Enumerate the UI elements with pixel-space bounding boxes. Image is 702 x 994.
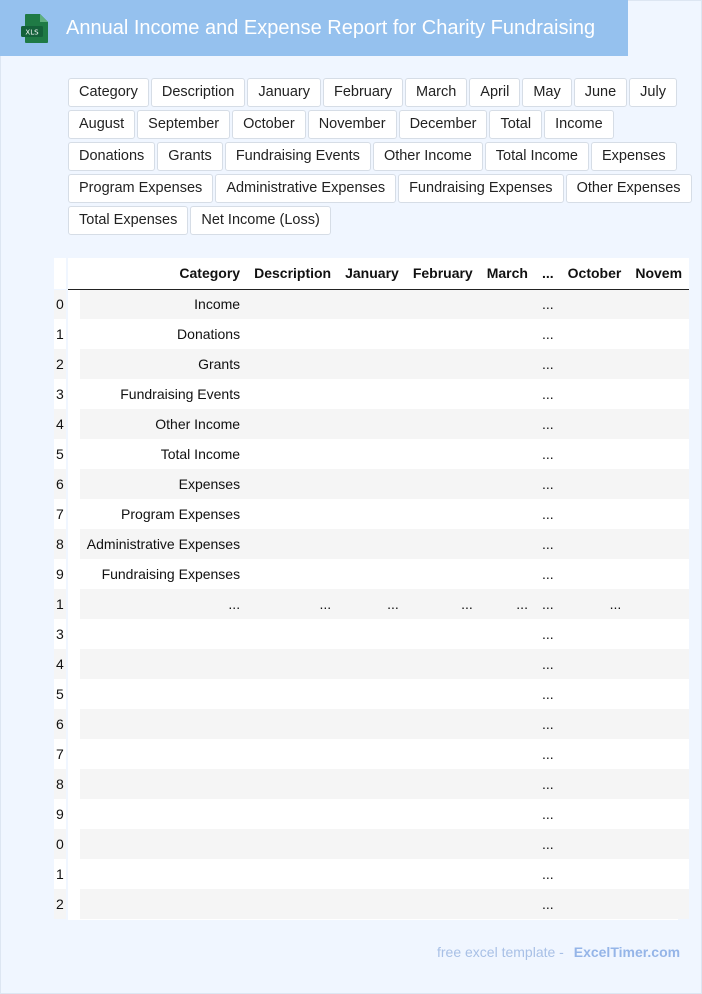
table-cell xyxy=(247,499,338,529)
table-cell xyxy=(80,619,247,649)
table-cell: ... xyxy=(535,469,561,499)
table-cell xyxy=(406,829,480,859)
table-cell xyxy=(561,469,629,499)
table-cell xyxy=(80,799,247,829)
table-cell xyxy=(247,769,338,799)
table-cell xyxy=(406,709,480,739)
table-cell xyxy=(406,649,480,679)
table-cell xyxy=(561,409,629,439)
column-tag: February xyxy=(323,78,403,107)
footer-credit xyxy=(437,944,680,960)
table-cell: Grants xyxy=(80,349,247,379)
table-cell: ... xyxy=(535,409,561,439)
table-cell xyxy=(628,739,689,769)
table-cell xyxy=(247,709,338,739)
table-cell xyxy=(406,349,480,379)
row-index-cell: 2 xyxy=(54,349,66,379)
column-header: October xyxy=(561,258,629,289)
table-cell xyxy=(561,439,629,469)
table-cell xyxy=(406,289,480,319)
table-cell xyxy=(406,559,480,589)
row-index-cell: 6 xyxy=(54,469,66,499)
table-cell xyxy=(406,619,480,649)
table-cell xyxy=(247,439,338,469)
row-index-cell: 3 xyxy=(54,619,66,649)
table-cell xyxy=(247,859,338,889)
table-cell xyxy=(628,769,689,799)
column-tag: Grants xyxy=(157,142,223,171)
table-row xyxy=(68,649,689,679)
table-cell xyxy=(406,529,480,559)
table-cell xyxy=(247,619,338,649)
table-row xyxy=(68,679,689,709)
column-tag: Total Expenses xyxy=(68,206,188,235)
table-cell: ... xyxy=(535,559,561,589)
table-cell xyxy=(561,649,629,679)
table-cell: Total Income xyxy=(80,439,247,469)
table-cell: ... xyxy=(80,589,247,619)
table-cell xyxy=(561,859,629,889)
table-cell xyxy=(338,619,406,649)
table-cell xyxy=(628,649,689,679)
column-header: Novem xyxy=(628,258,689,289)
table-cell xyxy=(80,709,247,739)
table-cell: Expenses xyxy=(80,469,247,499)
table-cell xyxy=(628,559,689,589)
table-cell xyxy=(406,859,480,889)
table-cell xyxy=(338,379,406,409)
column-tag: October xyxy=(232,110,306,139)
row-index-cell: 5 xyxy=(54,439,66,469)
table-cell xyxy=(480,799,535,829)
column-header: January xyxy=(338,258,406,289)
table-row xyxy=(68,409,689,439)
column-tag: March xyxy=(405,78,467,107)
table-cell xyxy=(628,829,689,859)
table-cell xyxy=(80,739,247,769)
table-cell: ... xyxy=(535,889,561,919)
row-index-cell: 9 xyxy=(54,559,66,589)
column-tag: Description xyxy=(151,78,246,107)
table-cell: ... xyxy=(535,379,561,409)
table-cell xyxy=(247,829,338,859)
table-cell: ... xyxy=(535,319,561,349)
table-cell: ... xyxy=(535,769,561,799)
column-tag: Fundraising Expenses xyxy=(398,174,563,203)
table-cell: ... xyxy=(338,589,406,619)
table-cell xyxy=(80,679,247,709)
table-row xyxy=(68,529,689,559)
table-cell: ... xyxy=(535,289,561,319)
table-cell xyxy=(628,529,689,559)
table-row xyxy=(68,829,689,859)
table-cell: Income xyxy=(80,289,247,319)
column-tag: January xyxy=(247,78,321,107)
row-index-cell: 6 xyxy=(54,709,66,739)
table-cell xyxy=(480,319,535,349)
column-header: ... xyxy=(535,258,561,289)
table-cell xyxy=(561,889,629,919)
column-tag: Other Expenses xyxy=(566,174,692,203)
table-cell: ... xyxy=(480,589,535,619)
column-tag: May xyxy=(522,78,571,107)
table-row xyxy=(68,469,689,499)
column-header: Description xyxy=(247,258,338,289)
table-cell xyxy=(80,649,247,679)
table-cell xyxy=(247,559,338,589)
page-title: Annual Income and Expense Report for Charity Fundraising xyxy=(66,17,596,39)
table-cell xyxy=(338,799,406,829)
title-bar xyxy=(0,0,628,56)
table-cell xyxy=(628,409,689,439)
row-index-cell: 1 xyxy=(54,589,66,619)
table-cell xyxy=(338,769,406,799)
table-row xyxy=(68,319,689,349)
table-cell xyxy=(338,439,406,469)
table-cell xyxy=(338,289,406,319)
table-cell xyxy=(247,379,338,409)
table-cell xyxy=(247,409,338,439)
table-cell xyxy=(480,769,535,799)
table-row xyxy=(68,739,689,769)
table-cell xyxy=(247,679,338,709)
row-index-cell: 3 xyxy=(54,379,66,409)
row-index-cell: 1 xyxy=(54,859,66,889)
table-cell xyxy=(247,889,338,919)
table-cell xyxy=(480,439,535,469)
table-cell xyxy=(480,709,535,739)
table-cell xyxy=(406,799,480,829)
column-tag: Program Expenses xyxy=(68,174,213,203)
table-cell xyxy=(628,589,689,619)
table-cell: ... xyxy=(535,589,561,619)
table-row xyxy=(68,289,689,319)
table-cell: ... xyxy=(535,529,561,559)
table-cell xyxy=(561,679,629,709)
table-cell xyxy=(628,469,689,499)
column-tag: Net Income (Loss) xyxy=(190,206,330,235)
table-cell: ... xyxy=(535,619,561,649)
table-row xyxy=(68,559,689,589)
table-cell xyxy=(247,469,338,499)
table-cell xyxy=(247,349,338,379)
column-tag: Other Income xyxy=(373,142,483,171)
table-cell xyxy=(561,619,629,649)
column-tag: Administrative Expenses xyxy=(215,174,396,203)
row-index-cell: 4 xyxy=(54,649,66,679)
table-row xyxy=(68,769,689,799)
row-index-cell: 8 xyxy=(54,529,66,559)
table-cell xyxy=(480,679,535,709)
table-cell xyxy=(338,679,406,709)
column-tag: Expenses xyxy=(591,142,677,171)
table-cell xyxy=(338,499,406,529)
table-cell xyxy=(628,499,689,529)
table-cell xyxy=(480,619,535,649)
table-cell: ... xyxy=(535,739,561,769)
table-cell xyxy=(406,319,480,349)
table-cell xyxy=(561,499,629,529)
table-cell xyxy=(480,739,535,769)
data-table-container xyxy=(56,258,683,920)
table-cell xyxy=(338,709,406,739)
table-cell xyxy=(247,739,338,769)
row-index-cell: 1 xyxy=(54,319,66,349)
table-cell: ... xyxy=(535,439,561,469)
table-cell xyxy=(80,829,247,859)
table-cell xyxy=(247,799,338,829)
table-cell xyxy=(406,379,480,409)
table-cell: ... xyxy=(247,589,338,619)
table-cell xyxy=(247,319,338,349)
row-index-cell: 5 xyxy=(54,679,66,709)
table-cell: ... xyxy=(535,679,561,709)
table-cell xyxy=(561,829,629,859)
table-cell xyxy=(628,859,689,889)
table-row xyxy=(68,799,689,829)
table-cell xyxy=(247,649,338,679)
table-cell xyxy=(628,709,689,739)
column-tag: Category xyxy=(68,78,149,107)
column-tag: Income xyxy=(544,110,614,139)
table-row xyxy=(68,379,689,409)
table-cell xyxy=(406,469,480,499)
column-header: March xyxy=(480,258,535,289)
table-cell xyxy=(628,889,689,919)
icon-label: XLS xyxy=(25,28,39,37)
row-index-cell: 0 xyxy=(54,289,66,319)
table-cell xyxy=(628,679,689,709)
excel-file-icon xyxy=(20,13,50,44)
table-cell xyxy=(628,319,689,349)
table-cell xyxy=(628,349,689,379)
table-cell: ... xyxy=(535,649,561,679)
table-cell xyxy=(480,469,535,499)
table-cell xyxy=(561,319,629,349)
table-cell xyxy=(480,859,535,889)
table-cell xyxy=(480,289,535,319)
table-cell: Donations xyxy=(80,319,247,349)
table-cell xyxy=(480,829,535,859)
column-tag: June xyxy=(574,78,627,107)
table-row xyxy=(68,499,689,529)
table-cell xyxy=(480,559,535,589)
table-cell: Fundraising Expenses xyxy=(80,559,247,589)
column-tag: August xyxy=(68,110,135,139)
table-cell xyxy=(338,739,406,769)
table-row xyxy=(68,589,689,619)
column-tag: Fundraising Events xyxy=(225,142,371,171)
table-cell: Program Expenses xyxy=(80,499,247,529)
table-cell xyxy=(247,289,338,319)
table-cell xyxy=(406,499,480,529)
row-index-cell: 7 xyxy=(54,499,66,529)
table-cell xyxy=(561,289,629,319)
table-cell xyxy=(338,469,406,499)
table-cell xyxy=(338,829,406,859)
table-cell xyxy=(628,439,689,469)
column-tag: Total Income xyxy=(485,142,589,171)
table-cell: ... xyxy=(535,709,561,739)
table-cell: ... xyxy=(535,799,561,829)
table-cell: Fundraising Events xyxy=(80,379,247,409)
table-cell xyxy=(628,799,689,829)
table-cell: Administrative Expenses xyxy=(80,529,247,559)
data-table xyxy=(56,258,689,919)
row-index-cell: 7 xyxy=(54,739,66,769)
table-cell xyxy=(338,319,406,349)
table-cell: ... xyxy=(561,589,629,619)
row-index-cell: 2 xyxy=(54,889,66,919)
table-row xyxy=(68,349,689,379)
table-header-row xyxy=(68,258,689,289)
table-cell xyxy=(480,649,535,679)
table-cell xyxy=(561,739,629,769)
column-tag: April xyxy=(469,78,520,107)
table-cell xyxy=(480,349,535,379)
table-cell xyxy=(80,769,247,799)
column-header xyxy=(54,258,66,289)
column-tag: November xyxy=(308,110,397,139)
table-cell xyxy=(561,799,629,829)
table-cell xyxy=(406,409,480,439)
table-cell: ... xyxy=(406,589,480,619)
table-cell xyxy=(338,889,406,919)
column-tag-list xyxy=(68,78,694,238)
table-cell xyxy=(561,709,629,739)
row-index-cell: 9 xyxy=(54,799,66,829)
table-cell: ... xyxy=(535,499,561,529)
table-cell xyxy=(480,499,535,529)
table-cell xyxy=(561,529,629,559)
table-cell xyxy=(406,739,480,769)
table-body xyxy=(56,289,689,919)
column-tag: September xyxy=(137,110,230,139)
table-row xyxy=(68,889,689,919)
table-cell xyxy=(628,379,689,409)
table-cell xyxy=(561,769,629,799)
table-cell xyxy=(480,379,535,409)
table-cell xyxy=(561,559,629,589)
column-tag: December xyxy=(399,110,488,139)
table-cell xyxy=(338,529,406,559)
column-header: Category xyxy=(80,258,247,289)
table-cell xyxy=(338,559,406,589)
table-row xyxy=(68,709,689,739)
table-cell xyxy=(561,349,629,379)
table-row xyxy=(68,439,689,469)
table-cell xyxy=(406,769,480,799)
column-tag: Donations xyxy=(68,142,155,171)
table-row xyxy=(68,859,689,889)
table-cell xyxy=(80,859,247,889)
row-index-cell: 0 xyxy=(54,829,66,859)
table-cell xyxy=(338,409,406,439)
table-cell xyxy=(561,379,629,409)
column-tag: July xyxy=(629,78,677,107)
table-cell: ... xyxy=(535,349,561,379)
table-cell: ... xyxy=(535,829,561,859)
column-header: February xyxy=(406,258,480,289)
table-cell xyxy=(338,649,406,679)
table-cell: ... xyxy=(535,859,561,889)
row-index-cell: 4 xyxy=(54,409,66,439)
table-cell xyxy=(338,859,406,889)
table-cell xyxy=(80,889,247,919)
table-cell xyxy=(406,679,480,709)
row-index-cell: 8 xyxy=(54,769,66,799)
table-cell xyxy=(628,289,689,319)
column-tag: Total xyxy=(489,110,542,139)
table-cell xyxy=(406,889,480,919)
table-cell xyxy=(480,889,535,919)
footer-prefix: free excel template - xyxy=(437,944,564,960)
footer-brand-link[interactable]: ExcelTimer.com xyxy=(573,944,681,960)
table-cell xyxy=(406,439,480,469)
table-cell xyxy=(628,619,689,649)
table-cell: Other Income xyxy=(80,409,247,439)
table-row xyxy=(68,619,689,649)
table-cell xyxy=(480,409,535,439)
table-cell xyxy=(480,529,535,559)
table-cell xyxy=(247,529,338,559)
table-cell xyxy=(338,349,406,379)
